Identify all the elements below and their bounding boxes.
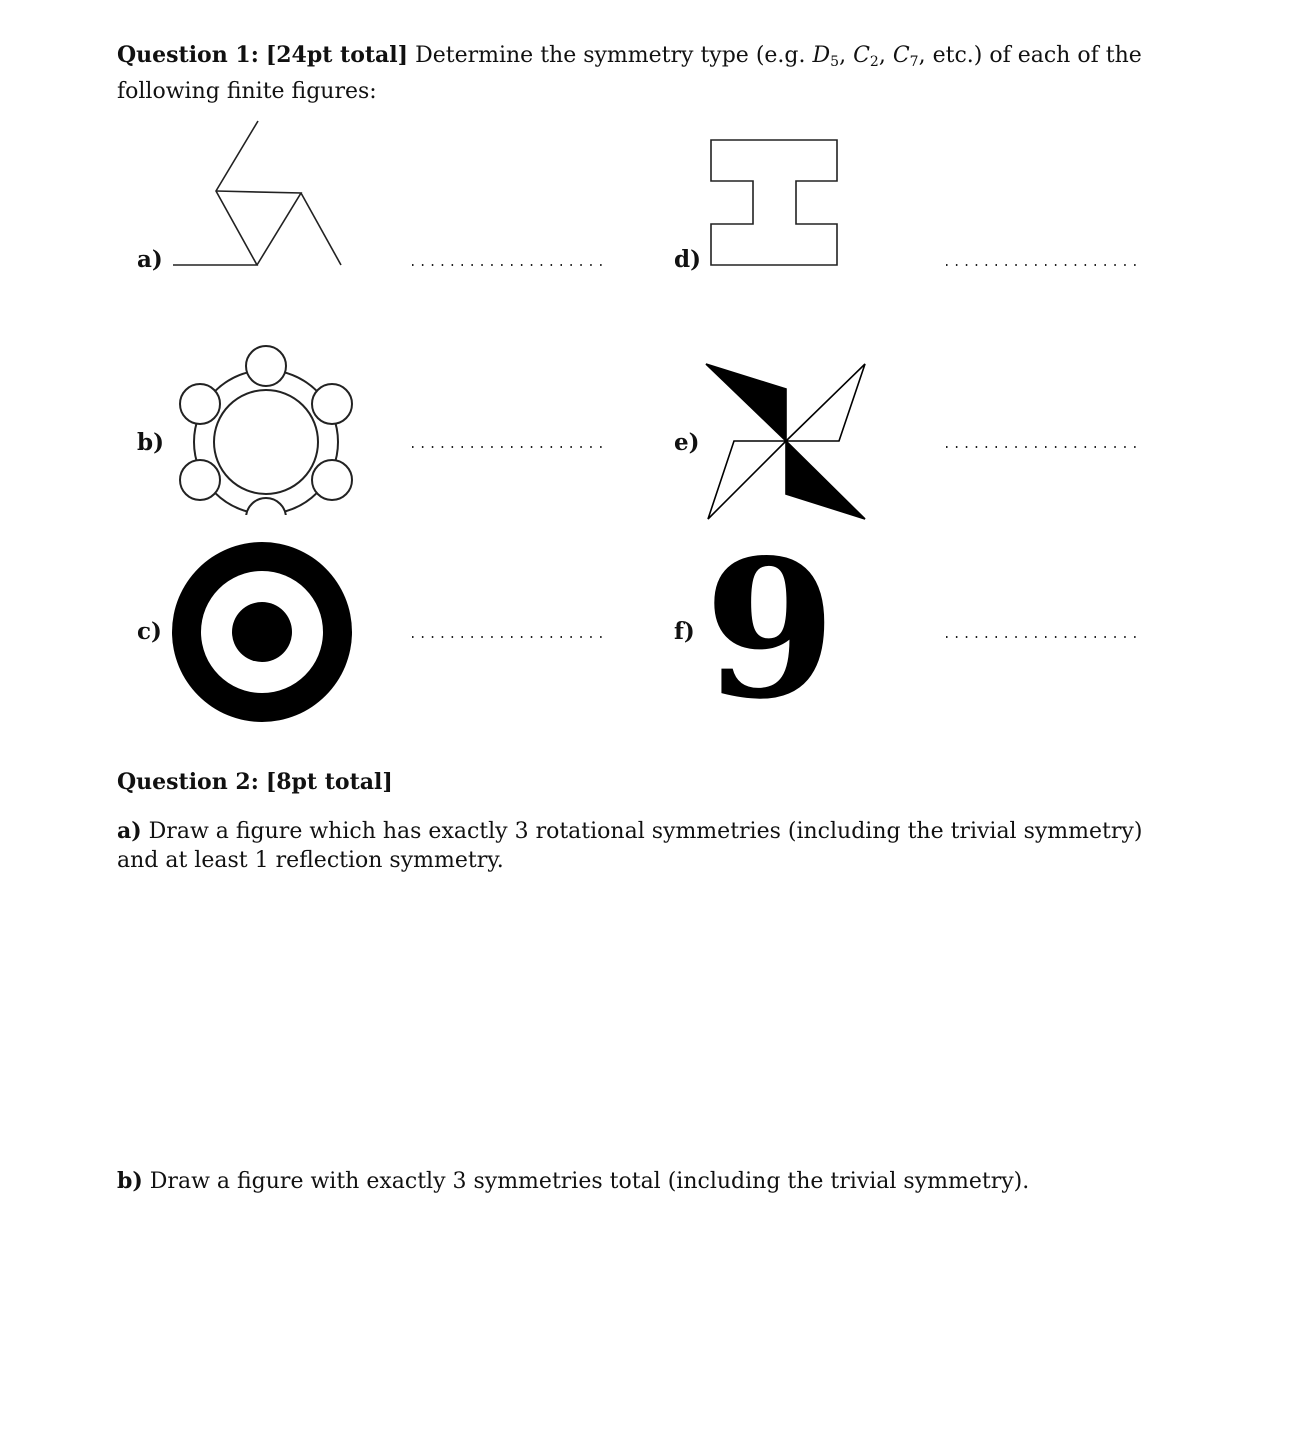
question-2-part-b-drawing-area[interactable] [117,1210,1177,1410]
example-c7-sub: 7 [909,54,919,70]
question-1-heading: Question 1: [117,42,259,68]
part-f-label: f) [674,618,695,645]
question-1-points: [24pt total] [265,42,409,68]
example-d: D [812,43,831,68]
figure-d-h-shape [708,136,842,270]
part-e-label: e) [674,429,700,456]
part-c-label: c) [137,618,162,645]
question-2-part-b-text: Draw a figure with exactly 3 symmetries total (including the trivial symmetry). [149,1169,1030,1194]
question-2-points: [8pt total] [265,769,393,795]
question-1-intro-after: etc.) of each of the following finite figures: [117,43,1142,104]
figure-b-ring-of-circles [176,341,358,515]
answer-line-b[interactable] [411,440,609,452]
question-2-part-a-text: Draw a figure which has exactly 3 rotational symmetries (including the trivial symmetry) and at least 1 reflection symmetry. [117,819,1143,873]
example-c7: C [892,43,910,68]
part-b-label: b) [137,429,164,456]
example-d-sub: 5 [830,54,840,70]
answer-line-e[interactable] [945,440,1143,452]
question-2-heading: Question 2: [117,769,259,795]
question-2-part-a-drawing-area[interactable] [117,890,1177,1140]
answer-line-c[interactable] [411,630,609,642]
answer-line-d[interactable] [945,258,1143,270]
answer-line-a[interactable] [411,258,609,270]
figure-a-zigzag [170,115,350,275]
example-c2: C [853,43,870,68]
question-1-intro: Question 1: [24pt total] Determine the symmetry type (e.g. $D_5$, $C_2$, $C_7$, etc.) of each of the following finite figures: [117,42,1142,104]
question-1-intro-before: Determine the symmetry type (e.g. [415,43,806,68]
question-2-heading-line [117,768,1177,797]
question-2-part-b [117,1167,1177,1196]
figure-f-numeral: 9 [704,518,837,741]
question-2-part-a [117,817,1177,875]
part-a-label: a) [137,246,163,273]
example-c2-sub: 2 [869,54,879,70]
question-2-part-a-label: a) [117,818,142,844]
question-2-part-b-label: b) [117,1168,143,1194]
answer-line-f[interactable] [945,630,1143,642]
figure-c-target [172,541,354,723]
part-d-label: d) [674,246,701,273]
figure-e-pinwheel [702,359,870,525]
